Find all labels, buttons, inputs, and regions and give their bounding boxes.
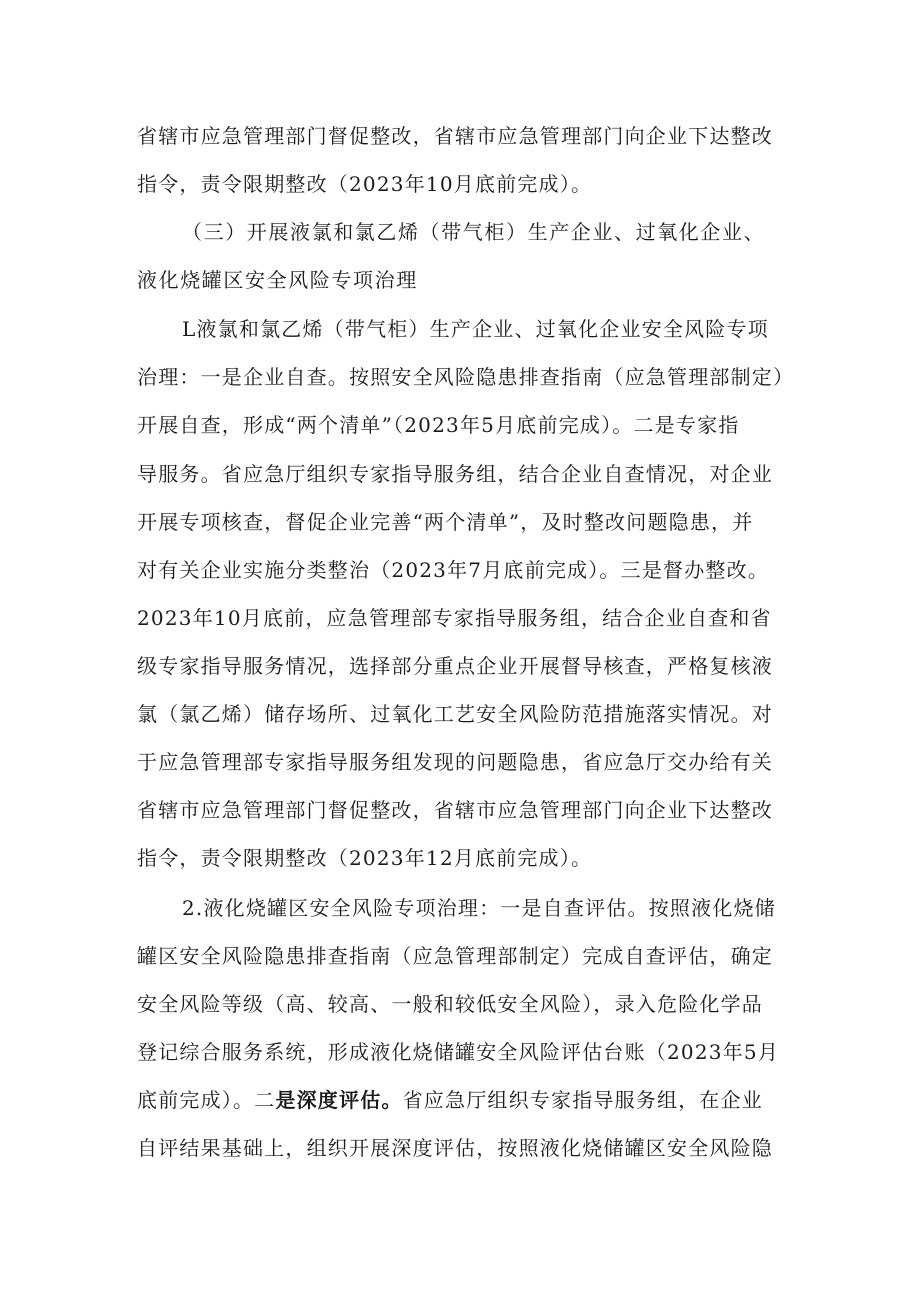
bold-text-run: 是深度评估。 <box>275 1088 403 1112</box>
text-line: 开展专项核查，督促企业完善“两个清单”，及时整改问题隐患，并 <box>137 510 754 534</box>
text-line: 登记综合服务系统，形成液化烧储罐安全风险评估台账（2023年5月 <box>137 1040 780 1064</box>
text-line: 指令，责令限期整改（2023年12月底前完成）。 <box>137 846 593 870</box>
section-heading-continued: 液化烧罐区安全风险专项治理 <box>137 268 418 292</box>
text-line-mixed <box>137 1086 763 1114</box>
text-line: 治理：一是企业自查。按照安全风险隐患排查指南（应急管理部制定） <box>137 365 795 389</box>
text-line: 氯（氯乙烯）储存场所、过氧化工艺安全风险防范措施落实情况。对 <box>137 702 773 726</box>
text-line: 开展自查，形成“两个清单”（2023年5月底前完成）。二是专家指 <box>137 413 740 437</box>
text-line: 导服务。省应急厅组织专家指导服务组，结合企业自查情况，对企业 <box>137 462 773 486</box>
text-line: 2023年10月底前，应急管理部专家指导服务组，结合企业自查和省 <box>137 606 772 630</box>
text-line: 安全风险等级（高、较高、一般和较低安全风险），录入危险化学品 <box>137 992 763 1016</box>
text-line: 级专家指导服务情况，选择部分重点企业开展督导核查，严格复核液 <box>137 654 773 678</box>
text-line: 自评结果基础上，组织开展深度评估，按照液化烧储罐区安全风险隐 <box>137 1136 773 1160</box>
text-line: 省辖市应急管理部门督促整改，省辖市应急管理部门向企业下达整改 <box>137 798 773 822</box>
text-line: 罐区安全风险隐患排查指南（应急管理部制定）完成自查评估，确定 <box>137 944 773 968</box>
text-run: 省应急厅组织专家指导服务组，在企业 <box>402 1088 764 1112</box>
paragraph-start: 2.液化烧罐区安全风险专项治理：一是自查评估。按照液化烧储 <box>182 896 776 920</box>
text-run: 底前完成）。二 <box>137 1088 276 1112</box>
text-line: 省辖市应急管理部门督促整改，省辖市应急管理部门向企业下达整改 <box>137 124 773 148</box>
text-line: 对有关企业实施分类整治（2023年7月底前完成）。三是督办整改。 <box>137 558 770 582</box>
paragraph-start: L液氯和氯乙烯（带气柜）生产企业、过氧化企业安全风险专项 <box>182 317 769 341</box>
text-line: 指令，责令限期整改（2023年10月底前完成）。 <box>137 172 593 196</box>
text-line: 于应急管理部专家指导服务组发现的问题隐患，省应急厅交办给有关 <box>137 750 773 774</box>
section-heading: （三）开展液氯和氯乙烯（带气柜）生产企业、过氧化企业、 <box>182 220 766 244</box>
